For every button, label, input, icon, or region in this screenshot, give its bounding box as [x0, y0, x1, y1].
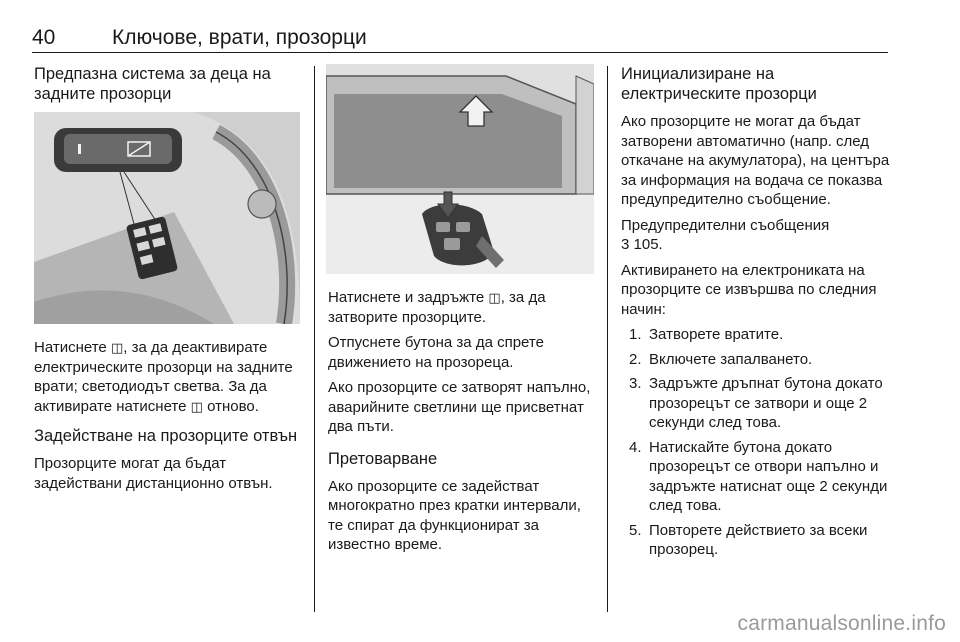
- paragraph-activation: Активирането на електрониката на прозорците се извършва по следния начин:: [621, 261, 877, 318]
- heading-overload: Претоварване: [328, 449, 438, 468]
- column-divider: [607, 66, 608, 612]
- page-header: [32, 22, 888, 53]
- page-reference-link[interactable]: 3 105.: [621, 236, 663, 253]
- column-divider: [314, 66, 315, 612]
- paragraph-deactivate: Натиснете ◫, за да деактивирате електрическите прозорци на задните врати; светодиодът светва. За да активирате натиснете ◫ отново.: [34, 339, 293, 415]
- window-lock-icon: ◫: [110, 340, 124, 355]
- window-lock-icon: ◫: [190, 398, 203, 414]
- key-window-drawing: [326, 64, 594, 274]
- list-item: 5. Повторете действието за всеки прозорец.: [629, 521, 868, 558]
- column-2: [328, 64, 594, 561]
- list-item: 3. Задръжте дръпнат бутона докато прозорецът се затвори и още 2 секунди след това.: [629, 375, 883, 431]
- key-window-illustration: [326, 64, 594, 274]
- column-3: [621, 64, 891, 565]
- list-item: 2. Включете запалването.: [629, 350, 813, 368]
- steps-list: [621, 325, 891, 560]
- door-panel-drawing: [34, 112, 300, 324]
- column-1: [34, 64, 302, 499]
- paragraph-remote: Прозорците могат да бъдат задействани дистанционно отвън.: [34, 455, 273, 492]
- heading-remote-operation: Задействане на прозорците отвън: [34, 427, 298, 445]
- key-lock-icon: ◫: [488, 290, 501, 305]
- heading-child-safety: Предпазна система за деца на задните прозорци: [34, 65, 271, 103]
- page-number: 40: [32, 26, 56, 49]
- page-title: Ключове, врати, прозорци: [112, 26, 367, 49]
- watermark: carmanualsonline.info: [737, 612, 946, 635]
- paragraph-hazard-lights: Ако прозорците се затворят напълно, аварийните светлини ще присветнат два пъти.: [328, 379, 591, 435]
- door-panel-illustration: [34, 112, 300, 324]
- heading-initialization: Инициализиране на електрическите прозорци: [621, 65, 817, 103]
- paragraph-release: Отпуснете бутона за да спрете движението на прозореца.: [328, 334, 544, 371]
- paragraph-press-hold: Натиснете и задръжте ◫, за да затворите прозорците.: [328, 289, 546, 326]
- list-item: 1. Затворете вратите.: [629, 326, 784, 343]
- paragraph-warning-ref: Предупредителни съобщения 3 105.: [621, 216, 830, 253]
- list-item: 4. Натискайте бутона докато прозорецът се отвори напълно и задръжте натиснат още 2 секунди след това.: [629, 438, 888, 514]
- paragraph-init-intro: Ако прозорците не могат да бъдат затворени автоматично (напр. след откачане на акумулатора), на центъра за информация на водача се показва предупредително съобщение.: [621, 113, 890, 208]
- paragraph-overload: Ако прозорците се задействат многократно през кратки интервали, те спират да функционират за известно време.: [328, 477, 581, 553]
